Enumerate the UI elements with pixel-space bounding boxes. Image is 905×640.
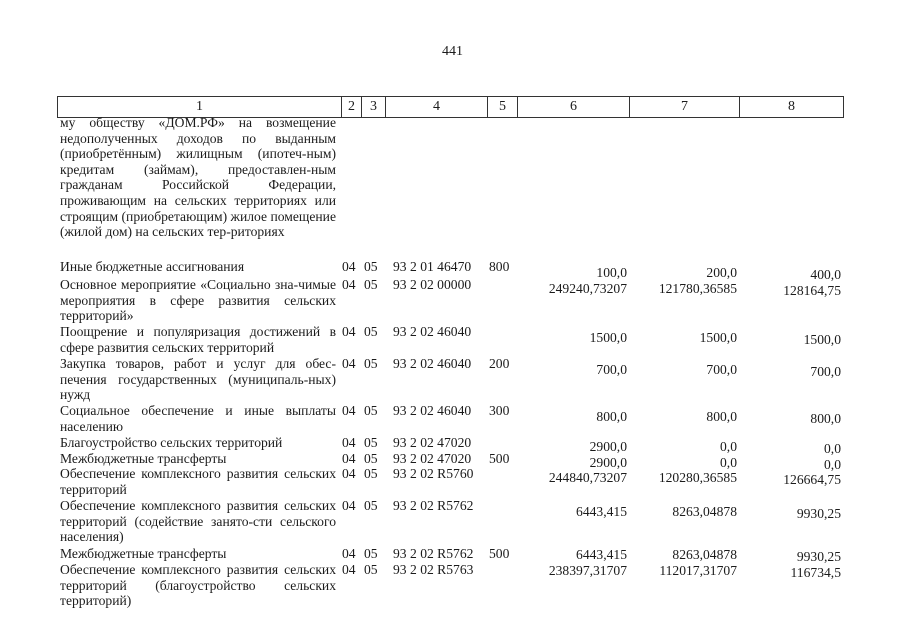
- row-expense-type: 800: [489, 259, 510, 274]
- row-description: Межбюджетные трансферты: [60, 546, 227, 561]
- row-subsection: 05: [364, 259, 378, 274]
- row-target-code: 93 2 02 R5762: [393, 498, 474, 513]
- row-description: Благоустройство сельских территорий: [60, 435, 283, 450]
- row-subsection: 05: [364, 562, 378, 577]
- row-section: 04: [342, 324, 356, 339]
- row-value-col8: 126664,75: [783, 472, 841, 487]
- row-section: 04: [342, 259, 356, 274]
- row-value-col7: 120280,36585: [658, 470, 737, 485]
- row-value-col8: 128164,75: [783, 283, 841, 298]
- row-value-col8: 116734,5: [790, 565, 841, 580]
- row-value-col8: 700,0: [810, 364, 841, 379]
- row-target-code: 93 2 02 47020: [393, 435, 472, 450]
- row-description: Обеспечение комплексного развития сельских территорий (благоустройство сельских территорий): [60, 562, 336, 609]
- row-subsection: 05: [364, 356, 378, 371]
- row-section: 04: [342, 356, 356, 371]
- row-target-code: 93 2 02 R5762: [393, 546, 474, 561]
- row-subsection: 05: [364, 324, 378, 339]
- row-value-col6: 6443,415: [576, 547, 627, 562]
- row-value-col8: 9930,25: [796, 549, 841, 564]
- row-value-col7: 121780,36585: [658, 281, 737, 296]
- row-section: 04: [342, 546, 356, 561]
- header-col-4: 4: [386, 97, 488, 117]
- row-value-col7: 112017,31707: [659, 563, 737, 578]
- row-section: 04: [342, 451, 356, 466]
- row-value-col8: 9930,25: [796, 506, 841, 521]
- row-value-col6: 249240,73207: [548, 281, 627, 296]
- row-expense-type: 300: [489, 403, 510, 418]
- row-value-col7: 800,0: [706, 409, 737, 424]
- row-expense-type: 500: [489, 546, 510, 561]
- row-target-code: 93 2 02 R5763: [393, 562, 474, 577]
- header-col-7: 7: [630, 97, 740, 117]
- row-subsection: 05: [364, 435, 378, 450]
- row-value-col6: 100,0: [596, 265, 627, 280]
- row-section: 04: [342, 498, 356, 513]
- row-description: Межбюджетные трансферты: [60, 451, 227, 466]
- row-value-col7: 8263,04878: [672, 547, 737, 562]
- row-description: Социальное обеспечение и иные выплаты населению: [60, 403, 336, 434]
- row-value-col7: 200,0: [706, 265, 737, 280]
- header-col-1: 1: [58, 97, 342, 117]
- row-subsection: 05: [364, 451, 378, 466]
- row-value-col6: 700,0: [596, 362, 627, 377]
- row-target-code: 93 2 01 46470: [393, 259, 472, 274]
- header-col-6: 6: [518, 97, 630, 117]
- row-target-code: 93 2 02 46040: [393, 403, 472, 418]
- row-description: Основное мероприятие «Социально зна-чимые мероприятия в сфере развития сельских территорий»: [60, 277, 336, 324]
- row-value-col8: 400,0: [810, 267, 841, 282]
- row-subsection: 05: [364, 466, 378, 481]
- row-subsection: 05: [364, 498, 378, 513]
- row-expense-type: 200: [489, 356, 510, 371]
- row-subsection: 05: [364, 277, 378, 292]
- row-description: Поощрение и популяризация достижений в сфере развития сельских территорий: [60, 324, 336, 355]
- row-target-code: 93 2 02 46040: [393, 324, 472, 339]
- row-value-col6: 2900,0: [589, 455, 627, 470]
- row-expense-type: 500: [489, 451, 510, 466]
- row-section: 04: [342, 277, 356, 292]
- row-description: Обеспечение комплексного развития сельских территорий: [60, 466, 336, 497]
- row-description: Иные бюджетные ассигнования: [60, 259, 245, 274]
- header-col-3: 3: [362, 97, 386, 117]
- row-value-col7: 0,0: [720, 439, 737, 454]
- page-number: 441: [442, 44, 463, 59]
- row-value-col6: 244840,73207: [548, 470, 627, 485]
- row-value-col6: 800,0: [596, 409, 627, 424]
- row-target-code: 93 2 02 R5760: [393, 466, 474, 481]
- row-value-col8: 800,0: [810, 411, 841, 426]
- row-description: му обществу «ДОМ.РФ» на возмещение недополученных доходов по выданным (приобретённым) жилищным (ипотеч-ным) кредитам (займам), предоставлен-ным гражданам Российской Федерации, проживающим на сельских территориях или строящим (приобретающим) жилое помещение (жилой дом) на сельских тер-риториях: [60, 115, 336, 240]
- row-section: 04: [342, 435, 356, 450]
- row-description: Обеспечение комплексного развития сельских территорий (содействие занято-сти сельского населения): [60, 498, 336, 545]
- row-value-col7: 1500,0: [699, 330, 737, 345]
- row-section: 04: [342, 466, 356, 481]
- header-col-8: 8: [788, 99, 795, 114]
- row-value-col6: 238397,31707: [548, 563, 627, 578]
- row-value-col8: 0,0: [824, 441, 841, 456]
- row-subsection: 05: [364, 403, 378, 418]
- row-section: 04: [342, 562, 356, 577]
- header-col-2: 2: [342, 97, 362, 117]
- row-value-col7: 0,0: [720, 455, 737, 470]
- row-description: Закупка товаров, работ и услуг для обес-печения государственных (муниципаль-ных) нужд: [60, 356, 336, 403]
- row-target-code: 93 2 02 00000: [393, 277, 472, 292]
- row-value-col8: 1500,0: [803, 332, 841, 347]
- row-value-col7: 8263,04878: [672, 504, 737, 519]
- row-target-code: 93 2 02 46040: [393, 356, 472, 371]
- row-value-col8: 0,0: [824, 457, 841, 472]
- row-value-col6: 2900,0: [589, 439, 627, 454]
- row-value-col6: 1500,0: [589, 330, 627, 345]
- row-section: 04: [342, 403, 356, 418]
- row-value-col6: 6443,415: [576, 504, 627, 519]
- row-target-code: 93 2 02 47020: [393, 451, 472, 466]
- row-subsection: 05: [364, 546, 378, 561]
- row-value-col7: 700,0: [706, 362, 737, 377]
- header-col-5: 5: [488, 97, 518, 117]
